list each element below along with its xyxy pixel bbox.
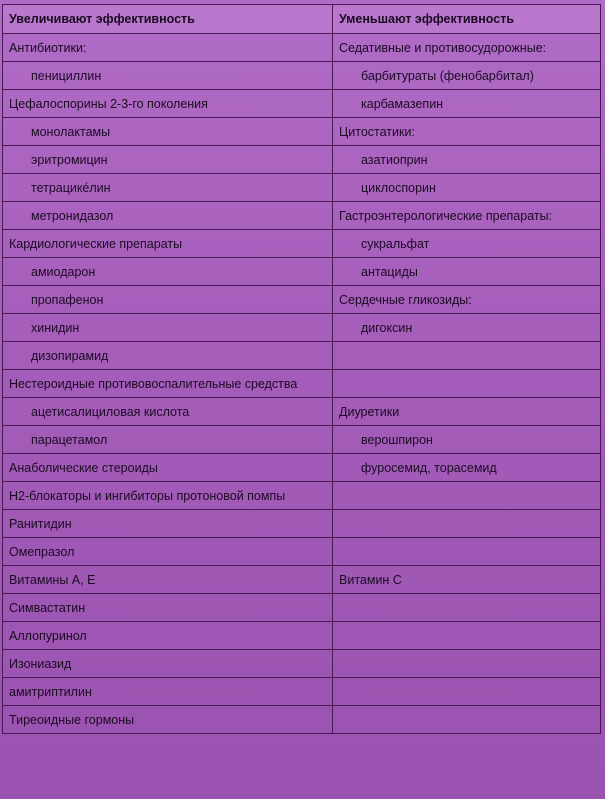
cell-increase-efficacy: хинидин	[3, 314, 333, 342]
cell-increase-efficacy: Ранитидин	[3, 510, 333, 538]
table-row	[3, 538, 601, 566]
cell-decrease-efficacy	[333, 594, 601, 622]
cell-decrease-efficacy: азатиоприн	[333, 146, 601, 174]
cell-decrease-efficacy: фуросемид, торасемид	[333, 454, 601, 482]
cell-decrease-efficacy: Витамин С	[333, 566, 601, 594]
cell-decrease-efficacy	[333, 622, 601, 650]
table-row	[3, 650, 601, 678]
cell-decrease-efficacy	[333, 538, 601, 566]
cell-increase-efficacy: Н2-блокаторы и ингибиторы протоновой помпы	[3, 482, 333, 510]
table-row	[3, 342, 601, 370]
cell-increase-efficacy: Изониазид	[3, 650, 333, 678]
table-row	[3, 426, 601, 454]
table-row	[3, 454, 601, 482]
cell-decrease-efficacy: антациды	[333, 258, 601, 286]
cell-increase-efficacy: тетрацикéлин	[3, 174, 333, 202]
cell-decrease-efficacy: циклоспорин	[333, 174, 601, 202]
table-row	[3, 258, 601, 286]
cell-increase-efficacy: дизопирамид	[3, 342, 333, 370]
cell-decrease-efficacy	[333, 678, 601, 706]
table-row	[3, 314, 601, 342]
cell-increase-efficacy: эритромицин	[3, 146, 333, 174]
table-row	[3, 706, 601, 734]
cell-increase-efficacy: Тиреоидные гормоны	[3, 706, 333, 734]
table-row	[3, 62, 601, 90]
table-row	[3, 370, 601, 398]
table-row	[3, 678, 601, 706]
table-row	[3, 622, 601, 650]
table-row	[3, 398, 601, 426]
cell-decrease-efficacy	[333, 706, 601, 734]
header-decrease-efficacy: Уменьшают эффективность	[333, 5, 601, 34]
cell-increase-efficacy: пропафенон	[3, 286, 333, 314]
cell-decrease-efficacy: дигоксин	[333, 314, 601, 342]
cell-decrease-efficacy	[333, 510, 601, 538]
table-row	[3, 594, 601, 622]
cell-increase-efficacy: амитриптилин	[3, 678, 333, 706]
table-row	[3, 34, 601, 62]
table-row	[3, 510, 601, 538]
cell-decrease-efficacy: барбитураты (фенобарбитал)	[333, 62, 601, 90]
cell-increase-efficacy: Анаболические стероиды	[3, 454, 333, 482]
cell-increase-efficacy: Цефалоспорины 2-3-го поколения	[3, 90, 333, 118]
table-row	[3, 230, 601, 258]
cell-decrease-efficacy: Цитостатики:	[333, 118, 601, 146]
table-row	[3, 90, 601, 118]
cell-increase-efficacy: Нестероидные противовоспалительные средства	[3, 370, 333, 398]
cell-increase-efficacy: Кардиологические препараты	[3, 230, 333, 258]
cell-increase-efficacy: метронидазол	[3, 202, 333, 230]
cell-increase-efficacy: монолактамы	[3, 118, 333, 146]
cell-decrease-efficacy: Гастроэнтерологические препараты:	[333, 202, 601, 230]
table-body	[3, 34, 601, 734]
table-header	[3, 5, 601, 34]
table-row	[3, 566, 601, 594]
table-row	[3, 118, 601, 146]
cell-decrease-efficacy	[333, 370, 601, 398]
drug-interaction-table	[2, 4, 601, 734]
cell-increase-efficacy: Аллопуринол	[3, 622, 333, 650]
cell-decrease-efficacy	[333, 342, 601, 370]
cell-decrease-efficacy: верошпирон	[333, 426, 601, 454]
cell-decrease-efficacy: карбамазепин	[333, 90, 601, 118]
cell-decrease-efficacy: Сердечные гликозиды:	[333, 286, 601, 314]
table-row	[3, 146, 601, 174]
header-increase-efficacy: Увеличивают эффективность	[3, 5, 333, 34]
table-row	[3, 174, 601, 202]
table-row	[3, 286, 601, 314]
cell-decrease-efficacy: сукральфат	[333, 230, 601, 258]
cell-decrease-efficacy: Седативные и противосудорожные:	[333, 34, 601, 62]
cell-increase-efficacy: Омепразол	[3, 538, 333, 566]
cell-decrease-efficacy	[333, 650, 601, 678]
cell-decrease-efficacy: Диуретики	[333, 398, 601, 426]
header-row	[3, 5, 601, 34]
cell-increase-efficacy: парацетамол	[3, 426, 333, 454]
cell-increase-efficacy: амиодарон	[3, 258, 333, 286]
table-row	[3, 202, 601, 230]
cell-decrease-efficacy	[333, 482, 601, 510]
cell-increase-efficacy: Витамины А, Е	[3, 566, 333, 594]
table-row	[3, 482, 601, 510]
cell-increase-efficacy: Антибиотики:	[3, 34, 333, 62]
cell-increase-efficacy: Симвастатин	[3, 594, 333, 622]
cell-increase-efficacy: ацетисалициловая кислота	[3, 398, 333, 426]
cell-increase-efficacy: пенициллин	[3, 62, 333, 90]
